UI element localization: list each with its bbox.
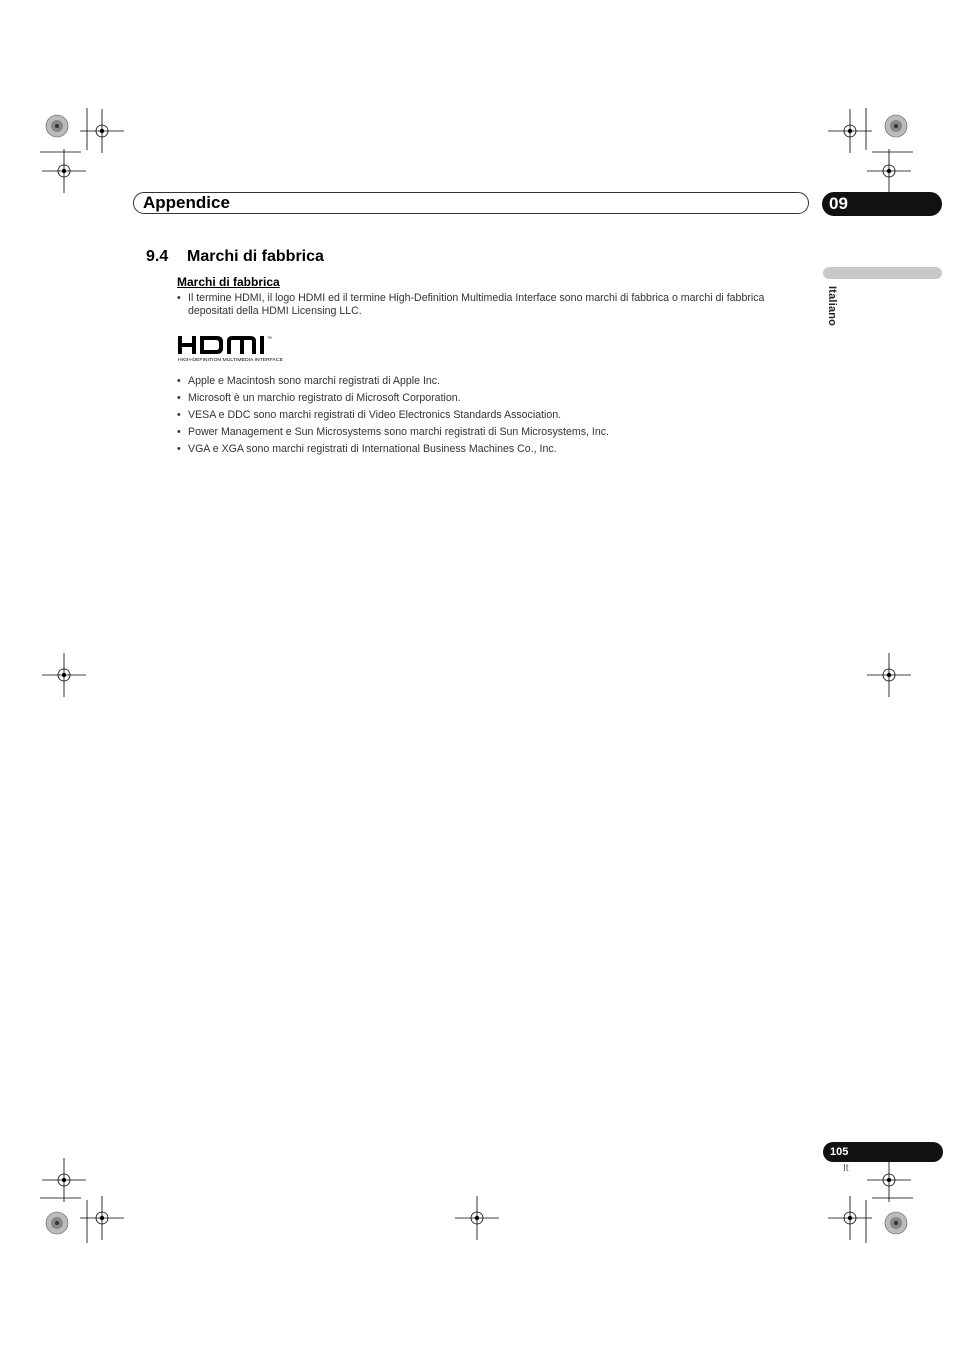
page-title: Appendice xyxy=(143,193,230,212)
header-bar xyxy=(133,192,809,214)
list-item: • Apple e Macintosh sono marchi registrati di Apple Inc. xyxy=(177,375,797,388)
section-heading xyxy=(146,246,324,268)
section-number: 9.4 xyxy=(146,248,169,265)
language-tab xyxy=(823,267,942,279)
list-item: • VESA e DDC sono marchi registrati di Video Electronics Standards Association. xyxy=(177,409,797,422)
list-item: • Microsoft è un marchio registrato di Microsoft Corporation. xyxy=(177,392,797,405)
list-item: • VGA e XGA sono marchi registrati di International Business Machines Co., Inc. xyxy=(177,443,797,456)
hdmi-tagline: HIGH-DEFINITION MULTIMEDIA INTERFACE xyxy=(178,357,283,362)
list-item: • Power Management e Sun Microsystems sono marchi registrati di Sun Microsystems, Inc. xyxy=(177,426,797,439)
language-label: Italiano xyxy=(826,286,838,327)
sub-heading: Marchi di fabbrica xyxy=(177,275,280,289)
page-number: 105 xyxy=(830,1146,849,1158)
list-item: • Il termine HDMI, il logo HDMI ed il termine High-Definition Multimedia Interface sono marchi di fabbrica o marchi di fabbrica depositati della HDMI Licensing LLC. xyxy=(177,292,797,318)
tm-mark: ™ xyxy=(267,336,272,342)
trademark-bullet-list xyxy=(177,375,797,460)
intro-bullet-list xyxy=(177,292,797,318)
hdmi-logo xyxy=(177,333,295,363)
chapter-number: 09 xyxy=(829,194,848,213)
section-title: Marchi di fabbrica xyxy=(187,248,324,265)
page-language-code: It xyxy=(843,1163,849,1174)
